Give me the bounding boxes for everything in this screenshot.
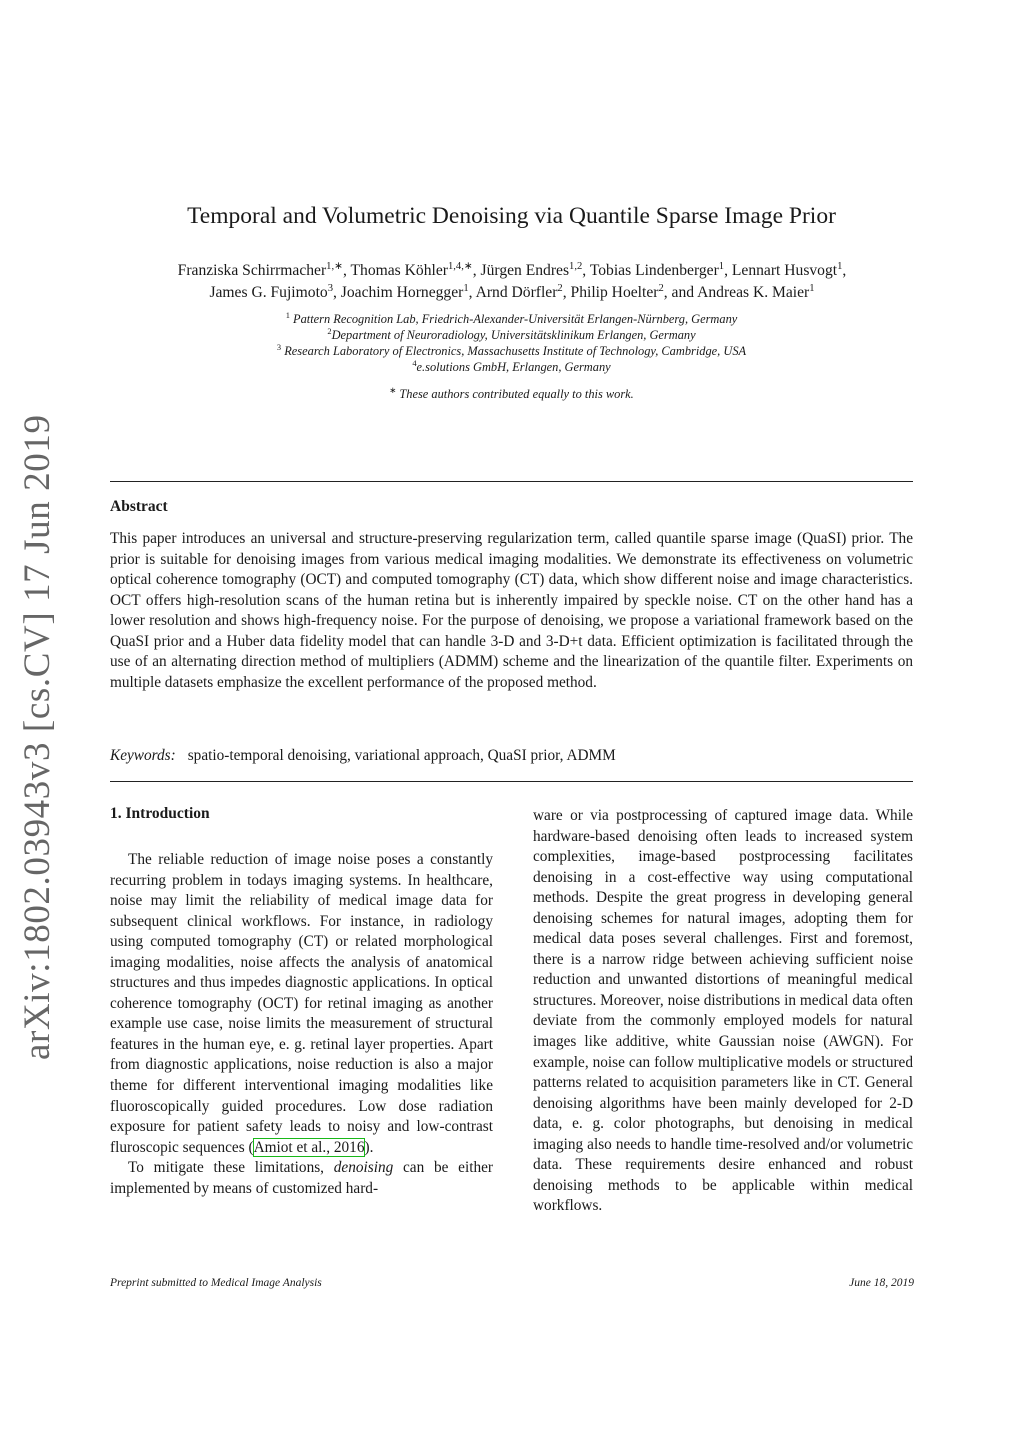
affiliation: $^1$ Pattern Recognition Lab, Friedrich-Alexander-Universität Erlangen-Nürnberg, Germany bbox=[285, 309, 738, 326]
intro-column-left bbox=[110, 850, 493, 1199]
footer-preprint-note: Preprint submitted to Medical Image Analysis bbox=[110, 1277, 322, 1289]
intro-paragraph-1: The reliable reduction of image noise poses a constantly recurring problem in todays imaging systems. In healthcare, noise may limit the reliability of medical image data for subsequent clinical workflows. For instance, in radiology using computed tomography (CT) or related morphological imaging modalities, noise affects the analysis of anatomical structures and thus impedes diagnostic applications. In optical coherence tomography (OCT) for retinal imaging as another example use case, noise limits the measurement of structural features in the human eye, e. g. retinal layer properties. Apart from diagnostic applications, noise reduction is also a major theme for different interventional imaging modalities like fluoroscopically guided procedures. Low dose radiation exposure for patient safety leads to noisy and low-contrast fluroscopic sequences (Amiot et al., 2016). bbox=[110, 851, 493, 1156]
bottom-divider bbox=[110, 781, 913, 782]
intro-paragraph-2-continued: ware or via postprocessing of captured image data. While hardware-based denoising often leads to increased system complexities, image-based postprocessing facilitates denoising in a cost-effective way using computational methods. Despite the great progress in developing general denoising schemes for natural images, adopting them for medical data poses several challenges. First and foremost, there is a narrow ridge between achieving sufficient noise reduction and unwanted distortions of meaningful medical structures. Moreover, noise distributions in medical data often deviate from the commonly employed models for natural images like additive, white Gaussian noise (AWGN). For example, noise can follow multiplicative models or structured patterns related to acquisition parameters like in CT. General denoising algorithms have been mainly developed for 2-D data, e. g. color photographs, but denoising in medical imaging also needs to handle time-resolved and/or volumetric data. These requirements desire enhanced and robust denoising methods to be applicable within medical workflows. bbox=[533, 807, 913, 1215]
affiliation: $^3$ Research Laboratory of Electronics, Massachusetts Institute of Technology, Cambridge, USA bbox=[276, 341, 747, 358]
author: Tobias Lindenberger$^1$, bbox=[589, 260, 732, 279]
author: Andreas K. Maier$^1$ bbox=[697, 282, 815, 301]
affiliation: $^2$Department of Neuroradiology, Universitätsklinikum Erlangen, Germany bbox=[327, 325, 696, 342]
paper-title: Temporal and Volumetric Denoising via Quantile Sparse Image Prior bbox=[187, 203, 836, 229]
author-list bbox=[100, 260, 924, 304]
keywords-label: Keywords: bbox=[110, 747, 176, 764]
citation-link[interactable]: Amiot et al., 2016 bbox=[253, 1138, 365, 1156]
author: Jürgen Endres$^{1,2}$, bbox=[480, 260, 590, 279]
abstract-text: This paper introduces an universal and structure-preserving regularization term, called quantile sparse image (QuaSI) prior. The prior is suitable for denoising images from various medical imaging modalities. We demonstrate its effectiveness on volumetric optical coherence tomography (OCT) and computed tomography (CT) data, which show different noise and image characteristics. OCT offers high-resolution scans of the human retina but is inherently impaired by speckle noise. CT on the other hand has a lower resolution and shows high-frequency noise. For the purpose of denoising, we propose a variational framework based on the QuaSI prior and a Huber data fidelity model that can handle 3-D and 3-D+t data. Efficient optimization is facilitated through the use of an alternating direction method of multipliers (ADMM) scheme and the linearization of the quantile filter. Experiments on multiple datasets emphasize the excellent performance of the proposed method. bbox=[110, 530, 913, 691]
equal-contribution-note: ∗ These authors contributed equally to this work. bbox=[389, 384, 634, 401]
author: Franziska Schirrmacher$^{1,∗}$, bbox=[177, 260, 351, 279]
footer-date: June 18, 2019 bbox=[849, 1277, 914, 1289]
top-divider bbox=[110, 481, 913, 482]
arxiv-identifier: arXiv:1802.03943v3 [cs.CV] 17 Jun 2019 bbox=[17, 414, 58, 1060]
author: Philip Hoelter$^2$, and bbox=[570, 282, 698, 301]
author: Arnd Dörfler$^2$, bbox=[475, 282, 571, 301]
section-heading-introduction: 1. Introduction bbox=[110, 805, 210, 822]
author: Thomas Köhler$^{1,4,∗}$, bbox=[350, 260, 481, 279]
author: Lennart Husvogt$^1$, bbox=[731, 260, 847, 279]
intro-column-right bbox=[533, 806, 913, 1217]
author: Joachim Hornegger$^1$, bbox=[340, 282, 476, 301]
affiliation-list bbox=[110, 311, 913, 375]
author: James G. Fujimoto$^3$, bbox=[209, 282, 341, 301]
affiliation: $^4$e.solutions GmbH, Erlangen, Germany bbox=[412, 357, 611, 374]
keywords: spatio-temporal denoising, variational approach, QuaSI prior, ADMM bbox=[187, 747, 616, 764]
abstract-heading: Abstract bbox=[110, 498, 168, 515]
intro-paragraph-2-start: To mitigate these limitations, denoising can be either implemented by means of customized hard- bbox=[110, 1159, 493, 1197]
keywords-line bbox=[110, 747, 616, 765]
